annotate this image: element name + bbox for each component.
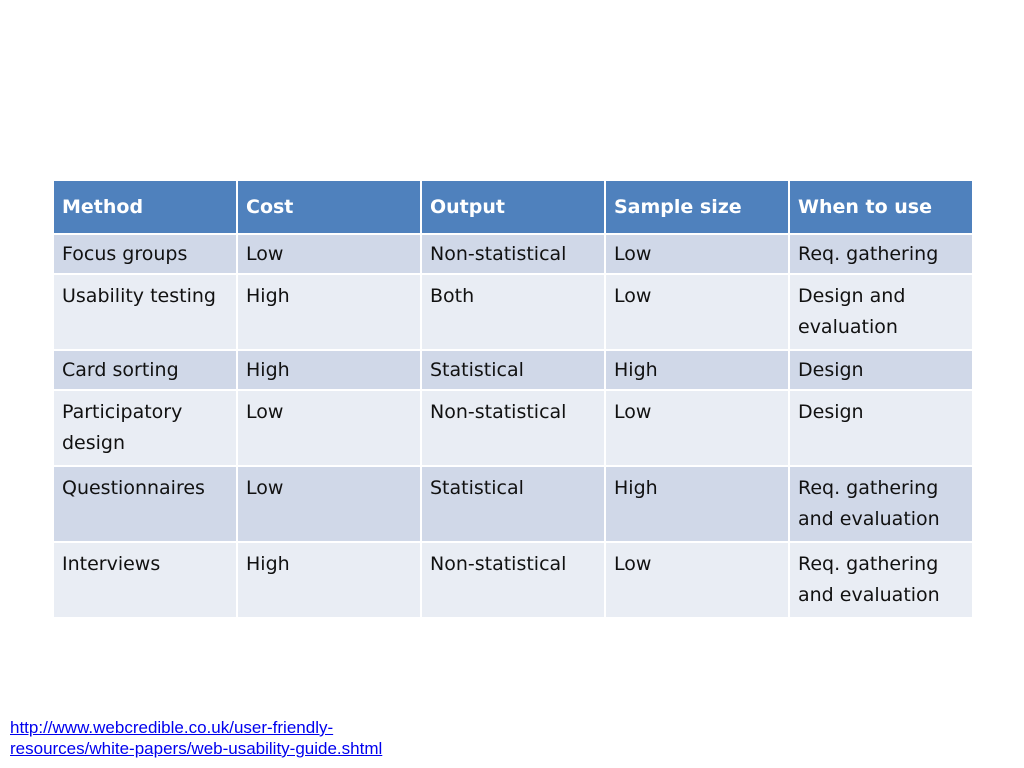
cell-when-to-use: Req. gathering and evaluation [789,466,973,542]
cell-method: Interviews [53,542,237,618]
cell-when-to-use: Req. gathering [789,234,973,274]
methods-table [52,179,974,619]
cell-output: Both [421,274,605,350]
table-row [53,234,973,274]
cell-output: Statistical [421,466,605,542]
header-when-to-use: When to use [789,180,973,234]
header-cost: Cost [237,180,421,234]
cell-cost: Low [237,466,421,542]
table-row [53,350,973,390]
cell-method: Usability testing [53,274,237,350]
cell-output: Statistical [421,350,605,390]
cell-when-to-use: Design [789,350,973,390]
cell-method: Card sorting [53,350,237,390]
cell-output: Non-statistical [421,234,605,274]
cell-output: Non-statistical [421,542,605,618]
cell-sample-size: Low [605,234,789,274]
table-body [53,234,973,618]
cell-when-to-use: Design and evaluation [789,274,973,350]
table-row [53,542,973,618]
table-row [53,274,973,350]
header-sample-size: Sample size [605,180,789,234]
cell-cost: Low [237,234,421,274]
cell-cost: High [237,350,421,390]
cell-sample-size: High [605,350,789,390]
table-row [53,390,973,466]
cell-method: Questionnaires [53,466,237,542]
table-row [53,466,973,542]
cell-when-to-use: Design [789,390,973,466]
cell-cost: High [237,274,421,350]
cell-cost: High [237,542,421,618]
cell-output: Non-statistical [421,390,605,466]
source-link[interactable] [10,717,530,759]
table-header [53,180,973,234]
cell-cost: Low [237,390,421,466]
cell-method: Focus groups [53,234,237,274]
cell-when-to-use: Req. gathering and evaluation [789,542,973,618]
cell-sample-size: Low [605,542,789,618]
methods-table-container [52,179,972,619]
cell-method: Participatory design [53,390,237,466]
header-output: Output [421,180,605,234]
cell-sample-size: Low [605,390,789,466]
cell-sample-size: High [605,466,789,542]
cell-sample-size: Low [605,274,789,350]
source-link-line-1[interactable]: http://www.webcredible.co.uk/user-friendly- [10,718,334,737]
header-method: Method [53,180,237,234]
header-row [53,180,973,234]
source-link-line-2[interactable]: resources/white-papers/web-usability-guide.shtml [10,739,383,758]
